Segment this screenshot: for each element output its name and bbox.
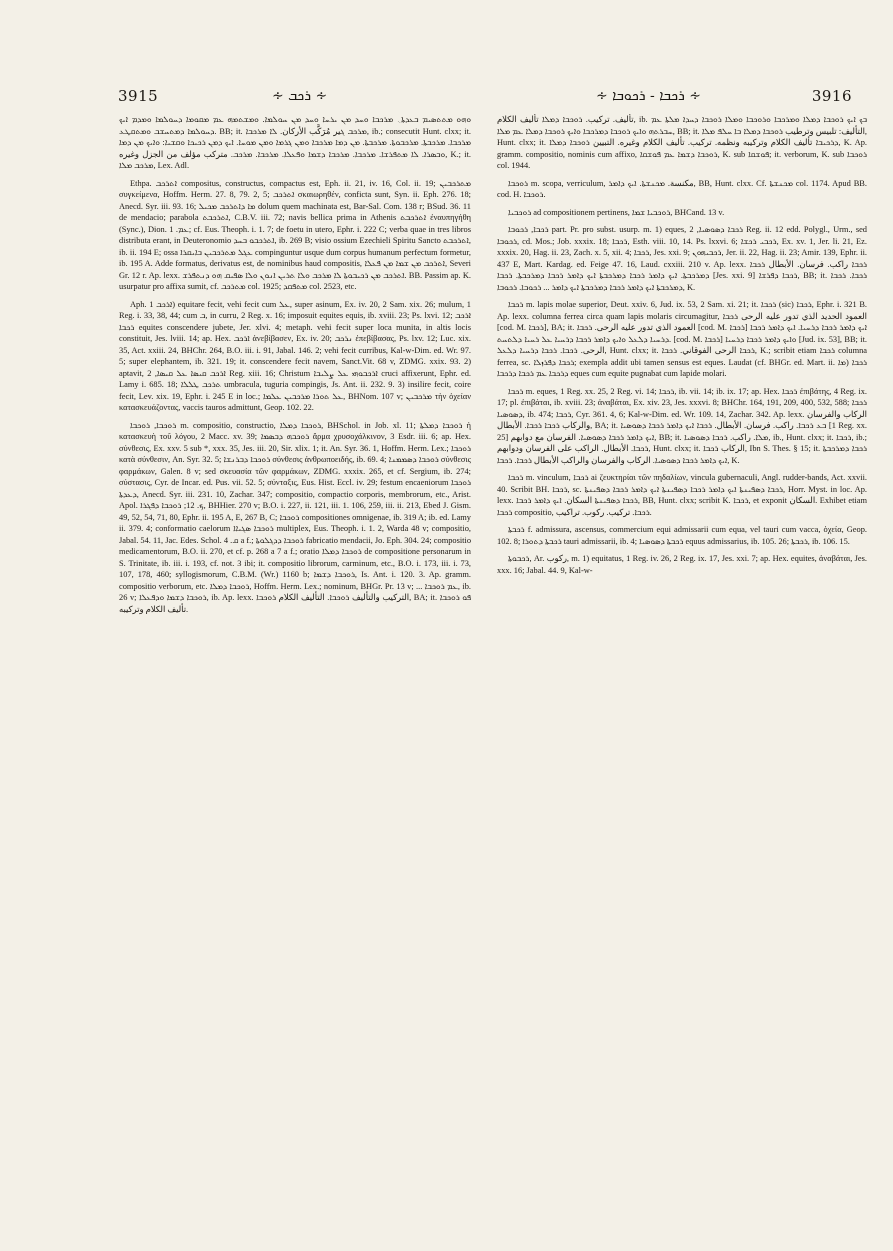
entry-paragraph: ܪܟܒܐ m. lapis molae superior, Deut. xxiv. 6, Jud. ix. 53, 2 Sam. xi. 21; it. ܪܟܒܐ (sic) ܪܟܒܐ, Ephr. i. 321 B. Ap. lexx. columna ferrea circa quam lapis molaris circumagitur, العمود الحديد الذي تدور عليه الرحى ܪܟܒܐ [cod. M. ܪܟܒܐ], BA; it. العمود الذي تدور عليه الرحى. ܪܟܒܐ [cod. M. ܪܟܒܐ] ܐܝܟ ܕܐܡܪ ܪܟܒܐ ܕܪܚܝܐ. ܐܝܟ ܕܐܡܪ ܪܟܒܐ ܕܪܚܝܐ ܕܠܥܠ ܘܐܝܟ ܕܐܡܪ ܪܟܒܐ ܕܪܚܝܐ ܥܠ ܪܚܝܐ ܕܠܬܚܬ. [cod. M. ܪܟܒܐ] ܘܐܝܟ ܕܐܡܪ ܪܟܒܐ ܕܪܚܝܐ [Jud. ix. 53], BB; it. الرحى. ܪܟܒܐ. ܪܟܒܐ ܕܪܚܝܐ ܕܠܥܠ, Hunt. clxx; it. ܪܟܒܐ الرحى الفوقاني. ܪܟܒܐ, K.; scribit etiam ܪܟܒܐ columna ferrea, sc. ܪܟܒܐ ܕܦܪܙܠܐ; exempla addit ubi tamen sensus est eques. Laudat (cf. BHGr. ed. Mart. ii. ܡܐ) ܪܟܒܐ ܕܪܟܒܐ ܥܡ ܪܟܒܐ ܕܪܟܒܐ eques cum equite pugnabat cum lapide molari. [497,300,867,378]
entry-paragraph: ܪܟܒܐ, ܪܟܘܒܐ part. Pr. pro subst. usurp. m. 1) eques, ܪܟܒܐ ܕܣܘܣܝܐ, 2 Reg. ii. 12 edd. Polygl., Urm., sed ܪܟܘܒܐ, cd. Mos.; Job. xxxix. 18; ܪܟܒܐ, Esth. viii. 10, 14. Ps. lxxvi. 6; ܪܟܒܝ ܪܟܫܐ, Ex. xv. 1, Jer. li. 21, Ez. xxxix. 20, Hag. ii. 23, Zach. x. 5, xii. 4; ܪܟܒܐ, Jes. xxi. 9; ܪܟܒܝܗܘܢ, Jer. ii. 22, Hag. ii. 23; Amir. 139, Ephr. ii. 437 E, Mart. Kardag. ed. Feige 47. 16, Laud. cxxiii. 210 v. Ap. lexx. ܪܟܒܐ راكب. فرسان. الأبطال ܪܟܒܐ ܕܡܪܟܒܬܐ. ܐܝܟ ܕܐܡܪ ܪܟܒܐ ܕܡܪܟܒܬܐ ܐܝܟ ܕܐܡܪ ܪܟܒܐ ܕܡܪܟܒܬܐ. ܪܟܒܐ [Jes. xxi. 9] ܪܟܒܐ ܕܦܪܫܐ, BB; it. ܪܟܒܐ. ܪܟܒܐ ܕܡܪܟܒܬܐ ܐܝܟ ܕܐܡܪ ܪܟܒܐ ܕܡܪܟܒܬܐ ܐܝܟ ܕܐܡܪ ... ܪܟܘܒܐ. ܪܟܘܒܐ, K. [497,225,867,292]
page-header [0,0,893,105]
entry-paragraph: ܪܟܒܐ m. vinculum, ܪܟܒܐ ai ζευκτηρίαι τῶν πηδαλίων, vincula gubernaculi, Angl. rudder-bands, Act. xxvii. 40. Scribit BH. ܪܟܒܐ, sc. ܪܟܒܐ ܕܣܦܝܢܬܐ ܐܝܟ ܕܐܡܪ ܪܟܒܐ ܕܣܦܝܢܬܐ ܐܝܟ ܕܐܡܪ ܪܟܒܐ ܕܣܦܝܢܬܐ, Horr. Myst. in loc. Ap. lexx. ܪܟܒܐ ܕܣܦܝܢܬܐ السكان. ܐܝܟ ܕܐܡܪ ܪܟܒܐ, BB, Hunt. clxx; scribit K. ܪܟܒܐ, et exponit السكان. Exhibet etiam ܪܟܒܐ compositio, ܪܟܒܐ. تركيب. ركوب. تراكيب. [497,473,867,517]
right-page-number: 3916 [811,87,852,105]
column-gutter [484,114,485,1234]
right-column [497,114,867,1239]
entry-paragraph: Ethpa. ܐܬܪܟܒ compositus, constructus, compactus est, Eph. ii. 21, iv. 16, Col. ii. 19; ܡܬܪܟܒܝܢ συγκείμενα, Hoffm. Herm. 27. 8, 79. 2, 5; ܐܬܪܟܒ σκαιωρηθέν, conficta sunt, Syn. ii. Eph. 276. 18; Anecd. Syr. iii. 93. 16; ܡܐ ܕܐܬܪܟܒ ܡܟܝܠ dolum quem machinata est, Bar-Sal. Com. 138 r; BSud. 36. 11 de mendacio; parabola ܐܬܪܟܒܬ, C.B.V. iii. 72; navis bellica prima in Athenis ܐܬܪܟܒܬ ἐναυπηγήθη (Sync.), Dion. ܥܡ. 1; cf. Eus. Theoph. i. 1. 7; de foetu in utero, Ephr. i. 222 C; verba quae in tres libros distributa erant, in Deuteronomio ܐܬܪܟܒܘ ܒܚܕ, ib. 269 B; visio ossium Ezechieli Spiritu Sancto ܐܬܪܟܒܬ, ib. ii. 194 E; ossa ܥܓܠ ܡܬܪܟܒܝܢ ܒܐܝܩܪܐ compinguntur usque dum corpus humanum perfectum formetur, ib. 195 A. Adde formatus, derivatus est, de nominibus haud compositis, ܐܬܪܟܒ ܡܢ ܫܡܐ ܡܢ ܦܥܠܐ, Severi Gr. 12 r. Ap. lexx. ܐܬܪܟܒ ܡܢ ܪܟܝܒܘܬܐ ܠܐ ܡܪܟܒ ܘܠܐ ܬܪܝܢ ܐܢܘܢ ܘܠܐ ܣܦܝܩ ܗܘ ܕܢܬܦܪܫ. BB. Passim ap. K. usurpatur pro affixa sumit, cf. ܡܬܪܟܒ col. 1925; ܡܬܦܩܕ col. 2523, etc. [119,178,471,291]
right-running-head: ∻ ܪܟܒܐ - ܪܟܘܒܐ ∻ [596,88,701,104]
left-column [119,114,471,1239]
left-running-head: ∻ ܪܟܒ ∻ [272,88,328,104]
entry-paragraph: ܪܘܟܒܐ m. scopa, verriculum, مكنسة. ܡܟܢܫܬܐ. ܐܝܟ ܕܐܡܪ, BB, Hunt. clxx. Cf. ܡܟܢܫܬܐ col. 1174. Apud BB. cod. H. ܪܘܟܒܐ. [497,178,867,199]
entry-paragraph: تأليف. تركيب. ܪܘܟܒܐ ܕܡܠܐ تأليف الكلام, ib. ܒܟ ܐܝܟ ܪܘܟܒܐ ܕܡܠܐ ܘܡܪܟܒܐ ܘܪܘܟܒܐ ܘܡܠܐ ܪܘܟܒܐ ܕܚܕܐ ܡܠܬܐ ܥܡ ܚܒܪܬܗ ܘܐܝܟ ܪܘܟܒܐ ܕܡܪܟܒܐ ܘܐܝܟ ܪܘܟܒܐ ܕܡܠܐ ܥܡ ܡܠܐ, BB; it. التأليف: تلبيس وترطيب ܪܘܟܒܐ ܕܡܠܐ ܒܐ ܚܠܦ ܡܠܐ, Hunt. clxx; it. ܕܪܟܝܒܐ تأليف الكلام وتركيبه ونظمه. تركيب. تأليف الكلام وغيره. التبيين ܪܘܟܒܐ ܕܡܠܐ, K. Ap. gramm. compositio, nominis cum affixo, ܪܘܟܒܐ ܕܫܡܐ ܥܡ ܦܘܫܩܐ, K. sub ܦܘܫܩܐ; it. verborum, K. sub ܪܘܟܒܐ col. 1944. [497,115,867,170]
entry-paragraph: ܪܟܒܘܬܐ, Ar. رکوب, m. 1) equitatus, 1 Reg. iv. 26, 2 Reg. ix. 17, Jes. xxi. 7; ap. Hex. equites, ἀναβάται, Jes. xxx. 16; Jabal. 44. 9, Kal-w- [497,554,867,575]
entry-paragraph: Aph. ܐܪܟܒ 1) equitare fecit, vehi fecit cum ܥܠ, super asinum, Ex. iv. 20, 2 Sam. xix. 26; mulum, 1 Reg. i. 33, 38, 44; cum ܒ, in curru, 2 Reg. x. 16; imposuit equites equis, ib. xviii. 23; Ps. lxvi. 12; ܐܪܟܒ ܪܟܒܐ equites conscendere jubete, Jer. xlvi. 4; metaph. vehi fecit super loca munita, in altis locis constituit, Jes. lviii. 14; ap. Hex. ܐܪܟܒ ἀνεβίβασεν, Ex. iv. 20; ܢܪܟܒ ἐπεβίβασας, Ps. lxv. 12; Luc. xix. 35, Act. xxiii. 24, BHChr. 264, B.O. iii. i. 91, Jabal. 146. 2; vehi fecit curribus, Kal-w-Dim. ed. Wr. 97. 5; super elephantem, ib. 321. 19; it. conscendere fecit navem, Sanct.Vit. 68 v, ZDMG. xxix. 93. 2) aptavit, ܐܪܟܒ ܩܝܣܐ ܥܠ ܩܝܣܐ, 2 Reg. xiii. 16; Christum ܐܪܟܒܘܗܝ ܥܠ ܨܠܝܒܐ cruci affixerunt, Ephr. ed. Lamy i. 685. 18; ܬܪܟܒ ܛܠܠܐ umbracula, tuguria compingis, Js. Ant. ii. 232. 9. 3) insilire fecit, coire fecit, Lev. xix. 19, Ephr. i. 245 E in loc.; ܥܠ ܬܘܪܐ ܡܪܟܒܝܢ ܥܠܡܐ, BHNom. 107 v; ܡܪܟܒܝܢ τὴν ὀχείαν κατασκευάζοντας, vaccis tauros admittunt, Geop. 102. 22. [119,299,471,412]
entry-paragraph: ܪܘܟܒܝܐ ad compositionem pertinens, ܪܘܟܒܝܐ ܫܡܐ, BHCand. 13 v. [508,207,725,217]
entry-paragraph: ܪܘܟܒܐ, ܪܘܟܒܐ m. compositio, constructio, ܪܘܟܒܐ ܕܡܠܐ, BHSchol. in Job. xl. 11; ܪܘܟܒܐ ܕܡܠܬܐ ἡ κατασκευὴ τοῦ λόγου, 2 Macc. xv. 39; ܪܘܟܒܗ ܕܒܣܡܐ ἄρμα χρυσοχάλκινον, 3 Esdr. iii. 6; ap. Hex. σύνθεσις, Ex. xxv. 5 sub *, xxx. 35, Jes. iii. 20, Sir. xlix. 1; it. An. Syr. 36. 1, Hoffm. Herm. Lex.; ܪܘܟܒܐ κατὰ σύνθεσιν, An. Syr. 32. 5; ܪܘܟܒܐ ܕܒܪܢܫܐ σύνθεσις ἀνθρωποειδής, ib. 69. 4; ܪܘܟܒܐ ܕܣܡܡܢܐ σύνθεσις φαρμάκων, Galen. 8 v; sed σκευασία τῶν φαρμάκων, ZDMG. xxxix. 265, et cf. Sergium, ib. 274; σύστασις, Cyr. de Incar. ed. Pus. vii. 52. 5; σύνταξις, Eus. Hist. Eccl. iv. 29; festum encaeniorum ܪܘܟܒܐ ܕܥܕܬܐ, Anecd. Syr. iii. 231. 10, Zachar. 347; compositio, compactio corporis, membrorum, etc., Arist. Apol. ܟ. 12; ܪܘܟܒܐ ܕܦܓܪܐ, BHHier. 270 v; B.O. i. 227, ii. 121, iii. 1. 106, 259, iii. ii. 213, Ebed J. Gism. 49, 52, 54, 71, 80, Ephr. ii. 195 A, E, 267 B, C; ܪܘܟܒܐ compositiones omnigenae, ib. 319 A; ib. ed. Lamy ii. 379. 4; conformatio caelorum ܪܘܟܒܐ ܣܓܝܐܐ multiplex, Eus. Theoph. i. 1. 2, Warda 48 v; compositio, Jabal. 54. 11, Jac. Edes. Schol. ܩ. 4 a f.; ܪܘܟܒܐ ܕܕܓܠܘܬܐ fabricatio mendacii, Jo. Eph. 304. 24; compositio medicamentorum, B.O. ii. 270, et cf. p. 268 a 7 a f.; oratio ܪܘܟܒܐ ܕܡܠܐ de compositione personarum in S. Trinitate, ib. iii. i. 193, cf. not. 3 ibi; it. compositio librorum, carminum, etc., B.O. i. 173, iii. i. 73, 107, 178, 460; syllogismorum, C.B.M. (Wr.) 1160 b; ܪܘܟܒܐ ܕܫܡܐ, Is. Ant. i. 120. 3. Ap. gramm. compositio verborum, etc. ܪܘܟܒܐ ܕܡܠܐ, Hoffm. Herm. Lex.; nominum, BHGr. Pr. 13 v; ... ܥܡ ܪܘܟܒܐ, ib. 26 v; ܪܘܟܒܐ ܕܫܡܐ ܘܕܦܥܠܐ, ib. Ap. lexx. التركيب والتأليف ܪܘܟܒܐ. التأليف الكلام ܪܘܟܒܐ, BA; it. ܦܘ ܪܘܟܒܐ تأليف الكلام وتركيبه. [119,420,471,614]
entry-paragraph: ܪܟܒܬܐ f. admissura, ascensus, commercium equi admissarii cum equa, vel tauri cum vacca, ὀχεία, Geop. 102. 8; ܪܟܒܬܐ ܕܬܘܪܐ tauri admissarii, ib. 4; ܪܟܒܬܐ ܕܣܘܣܝܐ equus admissarius, ib. 105. 26; ܪܟܒܬܐ, ib. 106. 15. [497,525,867,546]
left-page-number: 3915 [118,87,159,105]
entry-paragraph: ܪܟܒܐ m. eques, 1 Reg. xx. 25, 2 Reg. vi. 14; ܪܟܒܐ, ib. vii. 14; ib. ix. 17; ap. Hex. ܪܟܒܐ ἐπιβάτης, 4 Reg. ix. 17; pl. ἐπιβάται, ib. xviii. 23; ἀναβάται, Ex. xiv. 23, Jes. xxxvi. 8; BHChr. 164, 191, 209, 400, 532, 588; ܪܟܒܐ ܕܣܘܣܝܐ, ib. 474; ܪܟܒܐ, Cyr. 361. 4, 6; Kal-w-Dim. ed. Wr. 109. 14, Zachar. 342. Ap. lexx. الركاب والفرسان والركاب ܪܟܒܐ ܪܟܒܐ. الأبطال, BA; it. ܒܥ ܪܟܒܐ. راكب. فرسان. الأبطال. ܪܟܒܐ ܐܝܟ ܕܐܡܪ ܪܟܒܐ ܕܣܘܣܝܐ [1 Reg. xx. 25] ܐܝܟ ܕܐܡܪ ܪܟܒܐ ܕܣܘܣܝܐ. الفرسان مع دوابهم, BB; it. ܡܠܐ. راكب. ܪܟܒܐ ܕܣܘܣܝܐ, ib., Hunt. clxx; it. ܪܟܒܐ, ib.; ܪܟܒܐ. الأبطال. الراكب على الفرسان ودوابهم, Hunt. clxx; it. الركاب ܪܟܒܐ, Ibn S. Thes. § 15; it. ܪܟܒܐ ܕܡܪܟܒܬܐ ܐܝܟ ܕܐܡܪ ܪܟܒܐ ܕܣܘܣܝܐ. الركاب والفرسان والراكب الأبطال ܪܟܒܐ. ܪܟܒܐ, K. [497,386,867,465]
entry-paragraph: ܘܗܘ ܡܬܬܣܝܡ ܒܥܕܬܐ܆ ܡܪܟܒܐ ܘܚܕ ܡܢ ܝܪܚܐ ܘܚܕ ܡܢ ܚܘܠܡܐ. ܘܡܫܬܡܗ ܥܡ ܡܩܘܡܐ ܕܚܘܠܡܐ ܘܡܕܡ ܐܝܟ ܕܚܘܠܡܐ ܕܡܬܚܫܒ ܘܡܬܩܛܥ. BB; it. ܡܪܟܒ ܓير مُرَكَّب الأركان. ܠܐ ܡܪܟܒܐ, ib.; consecutit Hunt. clxx; it. ܡܪܟܒܐ. ܡܪܟܒܬܐ. ܡܪܟܒܘܬܐ. ܡܪܟܒܬܐ. ܡܢ ܕܡܐ ܡܪܟܒܐ ܘܡܢ ܓܪܡܐ ܘܡܢ ܡܘܚܐ. ܐܝܟ ܕܡܢ ܪܟܝܟܐ ܘܩܫܝܐ: ܘܐܝܟ ܡܢ ܕܡܐ ܘܒܣܪܐ. ܠܐ ܡܬܦܪܫܐ. ܡܪܟܒܐ. ܡܪܟܒܐ ܕܫܡܐ ܘܦܥܠܐ. ܡܪܟܒܐ. ܡܪܟܒ. متركب مؤلف من الجزل وغيره, K.; it. ܡܪܟܒ ܡܠܐ, Lex. Adl. [119,115,471,170]
